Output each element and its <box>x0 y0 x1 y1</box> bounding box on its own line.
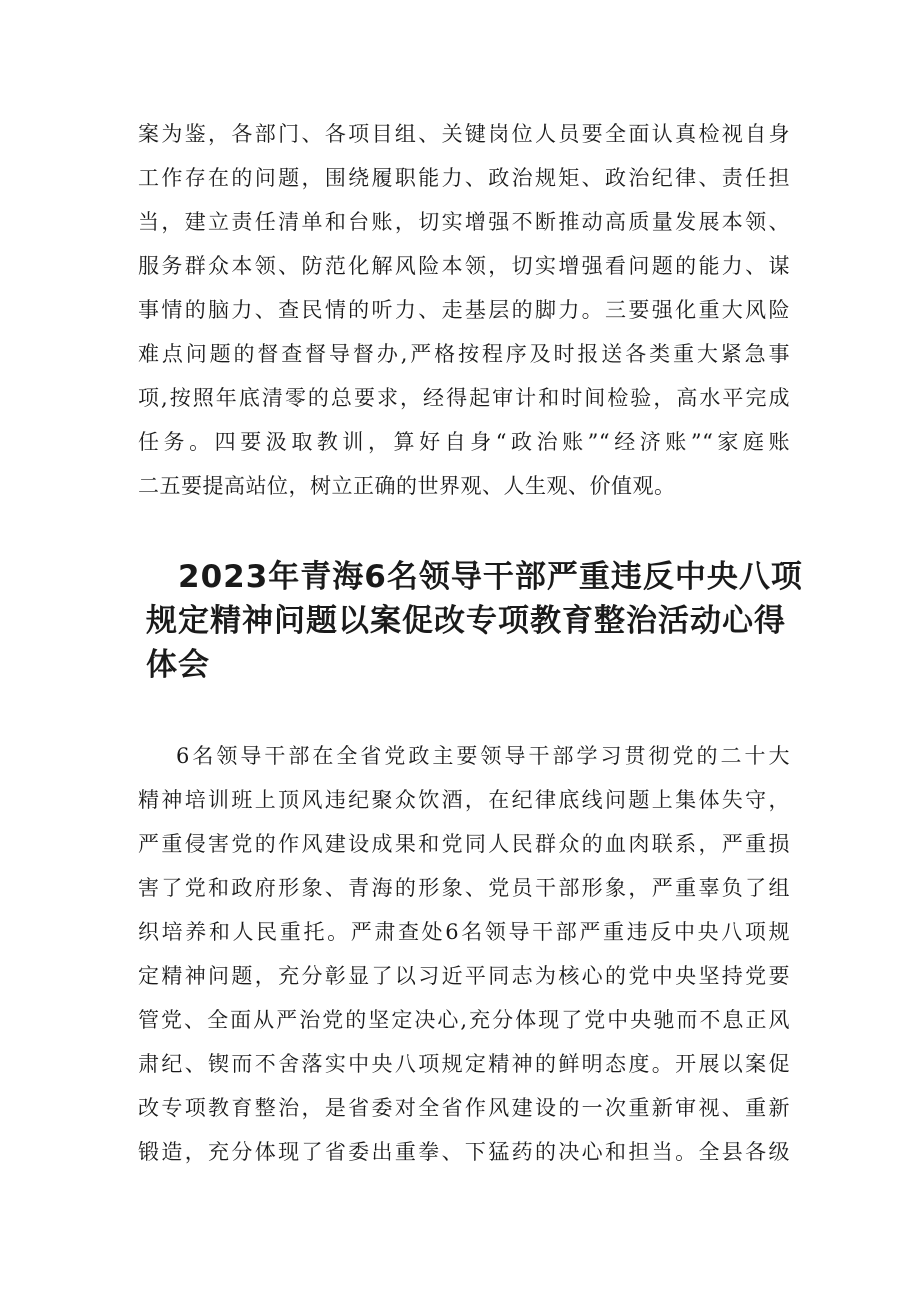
paragraph-1-line-5: 事情的脑力、查民情的听力、走基层的脚力。三要强化重大风险 <box>138 298 790 322</box>
paragraph-1-line-1: 案为鉴，各部门、各项目组、关键岗位人员要全面认真检视自身 <box>138 122 790 146</box>
paragraph-2-line-4: 害了党和政府形象、青海的形象、党员干部形象，严重辜负了组 <box>138 876 790 900</box>
paragraph-2-line-8: 肃纪、锲而不舍落实中央八项规定精神的鲜明态度。开展以案促 <box>138 1052 790 1076</box>
paragraph-1-line-7: 项,按照年底清零的总要求，经得起审计和时间检验，高水平完成 <box>138 386 790 410</box>
paragraph-2-line-9: 改专项教育整治，是省委对全省作风建设的一次重新审视、重新 <box>138 1096 790 1120</box>
paragraph-2-line-10: 锻造，充分体现了省委出重拳、下猛药的决心和担当。全县各级 <box>138 1140 790 1164</box>
paragraph-2-line-3: 严重侵害党的作风建设成果和党同人民群众的血肉联系，严重损 <box>138 832 790 856</box>
paragraph-2-line-7: 管党、全面从严治党的坚定决心,充分体现了党中央驰而不息正风 <box>138 1008 790 1032</box>
paragraph-1-line-4: 服务群众本领、防范化解风险本领，切实增强看问题的能力、谋 <box>138 254 790 278</box>
paragraph-1-line-2: 工作存在的问题，围绕履职能力、政治规矩、政治纪律、责任担 <box>138 166 790 190</box>
paragraph-1-line-9: 二五要提高站位，树立正确的世界观、人生观、价值观。 <box>138 474 676 498</box>
paragraph-2-line-5: 织培养和人民重托。严肃查处6名领导干部严重违反中央八项规 <box>138 920 790 944</box>
paragraph-1-line-6: 难点问题的督查督导督办,严格按程序及时报送各类重大紧急事 <box>138 342 790 366</box>
paragraph-1-line-8: 任务。四要汲取教训，算好自身“政治账”“经济账”“家庭账 <box>138 430 790 454</box>
paragraph-1-line-3: 当，建立责任清单和台账，切实增强不断推动高质量发展本领、 <box>138 210 790 234</box>
paragraph-2-line-6: 定精神问题，充分彰显了以习近平同志为核心的党中央坚持党要 <box>138 964 790 988</box>
section-title-line-1: 2023年青海6名领导干部严重违反中央八项 <box>178 559 803 595</box>
section-title-line-3: 体会 <box>146 647 210 683</box>
paragraph-2-line-1: 6名领导干部在全省党政主要领导干部学习贯彻党的二十大 <box>176 744 790 768</box>
paragraph-2-line-2: 精神培训班上顶风违纪聚众饮酒，在纪律底线问题上集体失守， <box>138 788 790 812</box>
section-title-line-2: 规定精神问题以案促改专项教育整治活动心得 <box>146 603 786 639</box>
